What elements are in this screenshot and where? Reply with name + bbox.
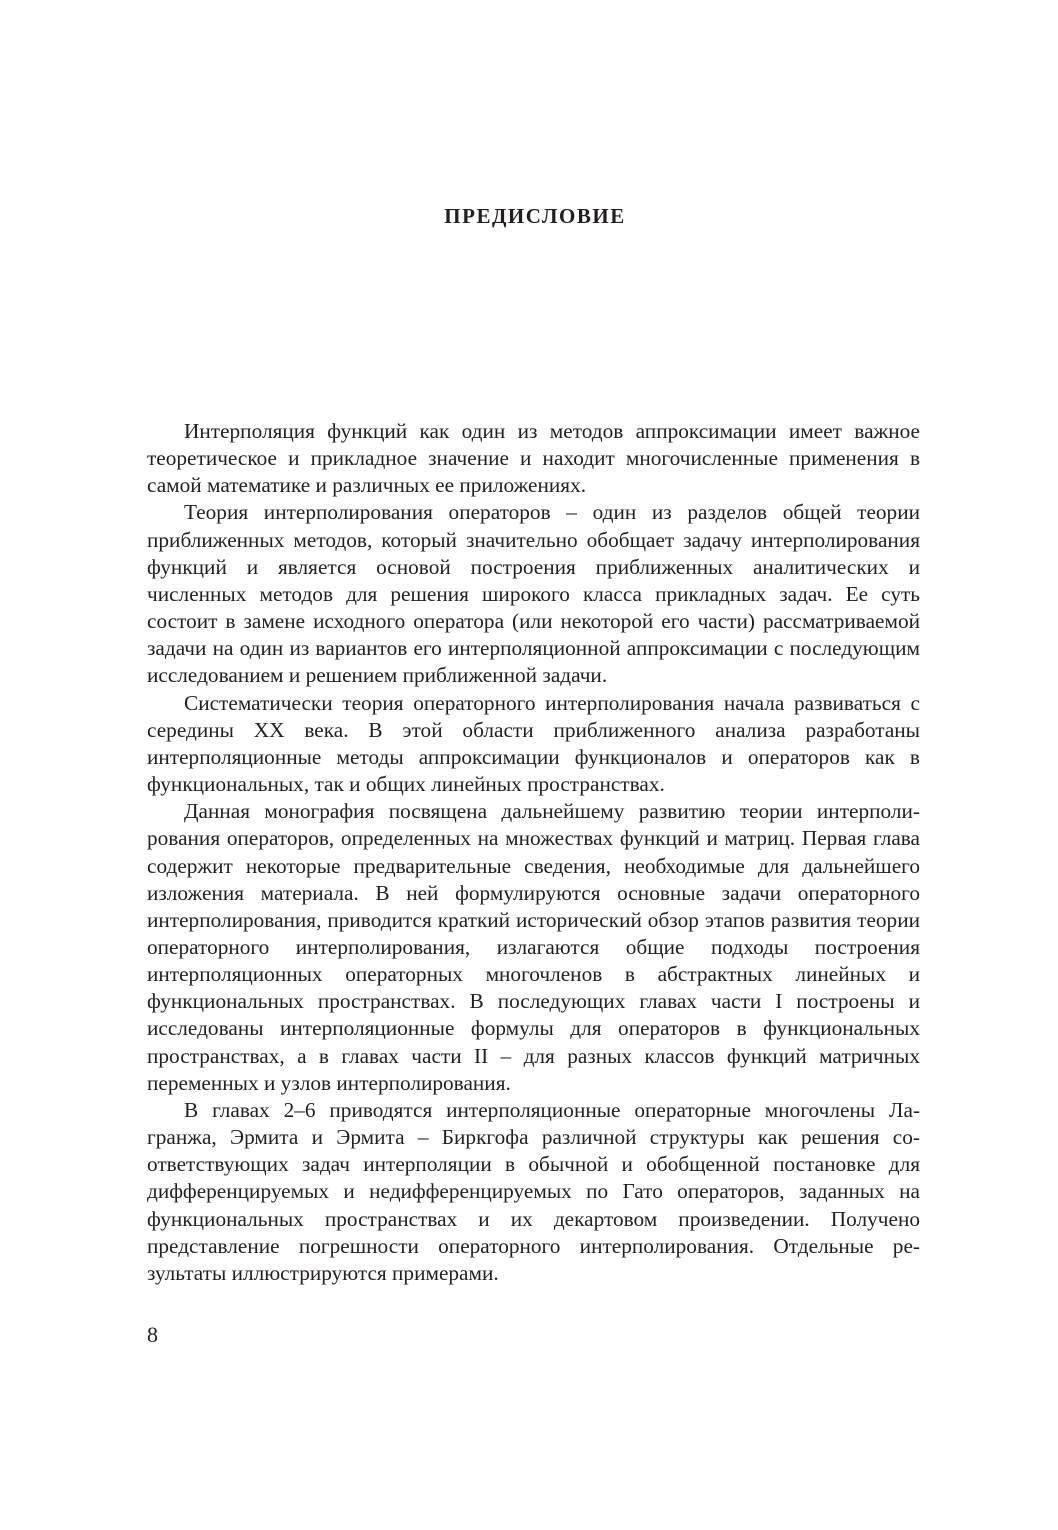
paragraph-intro: Интерполяция функций как один из методов аппроксимации имеет важное теоретическое и прикладное значение и находит многочисленные применения в самой математике и различных ее приложениях.	[147, 419, 920, 498]
paragraph-theory: Теория интерполирования операторов – один из разделов общей теории приближенных методов, который значительно обобщает задачу интерполирования функций и является основой построения приближенных аналитических и численных методов для решения широкого класса прикладных задач. Ее суть состоит в замене исходного оператора (или некоторой его части) рассматриваемой задачи на один из вариантов его интерполяционной аппроксимации с последующим исследованием и решением приближенной задачи.	[147, 500, 920, 688]
paragraph-history: Систематически теория операторного интерполирования начала развиваться с середины XX века. В этой области приближенного анализа разработаны интерполяционные методы аппроксимации функционалов и операторов как в функциональных, так и общих линейных пространствах.	[147, 690, 920, 797]
paragraph-chapters: В главах 2–6 приводятся интерполяционные операторные многочлены Лагранжа, Эрмита и Эрмита – Биркгофа различной структуры как решения соответствующих задач интерполяции в обычной и обобщенной постановке для дифференцируемых и недифференцируемых по Гато операторов, заданных на функциональных пространствах и их декартовом произведении. Получено представление погрешности операторного интерполирования. Отдельные результаты иллюстрируются примерами.	[147, 1097, 920, 1285]
page-number: 8	[147, 1322, 158, 1347]
paragraph-monograph: Данная монография посвящена дальнейшему развитию теории интерполирования операторов, определенных на множествах функций и матриц. Первая глава содержит некоторые предварительные сведения, необходимые для дальнейшего изложения материала. В ней формулируются основные задачи операторного интерполирования, приводится краткий исторический обзор этапов развития теории операторного интерполирования, излагаются общие подходы построения интерполяционных операторных многочленов в абстрактных линейных и функциональных пространствах. В последующих главах части I построены и исследованы интерполяционные формулы для операторов в функциональных пространствах, а в главах части II – для разных классов функций матричных переменных и узлов интерполирования.	[147, 799, 920, 1095]
body-text	[147, 418, 920, 1287]
page-title: ПРЕДИСЛОВИЕ	[444, 204, 626, 228]
